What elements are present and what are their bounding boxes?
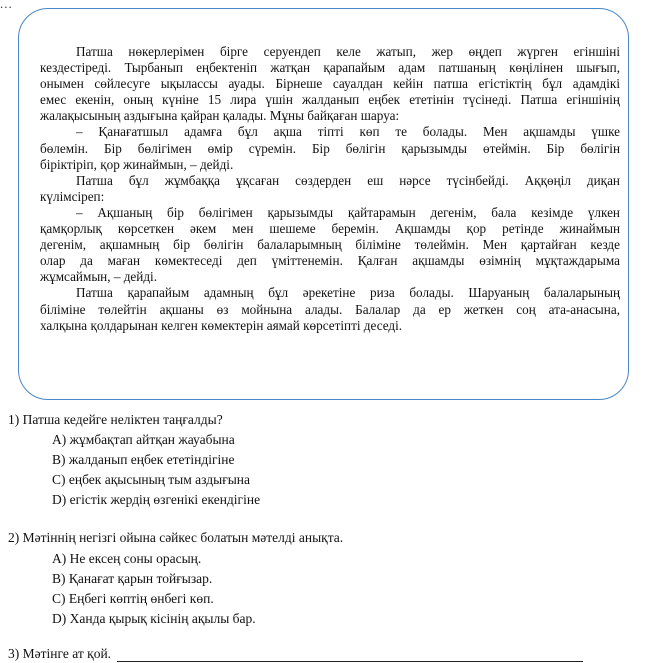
passage-line: олар да маған көмектеседі деп үміттенемін. Қалған ақшамды өзімнің мұқтаждарыма xyxy=(40,253,620,269)
passage-line: кездестіреді. Тырбанып еңбектеніп жатқан қарапайым адам патшаның көңілінен шығып, xyxy=(40,60,620,76)
passage-line: бөлемін. Бір бөлігімен өмір сүремін. Бір бөлігін қарызымды өтеймін. Бір бөлігін xyxy=(40,140,620,156)
question-1-option-a[interactable]: А) жұмбақтап айтқан жауабына xyxy=(52,432,235,447)
passage-line: онымен сөйлесуге ықылассы ауады. Бірнеше сауалдан кейін патша егістіктің бұл адамдікі xyxy=(40,76,620,92)
passage-line: – Ақшаның бір бөлігімен қарызымды қайтарамын дегенім, бала кезімде үлкен xyxy=(76,204,620,220)
passage-line: Патша қарапайым адамның бұл әрекетіне риза болады. Шаруаның балаларының xyxy=(76,285,620,301)
question-2: 2) Мәтіннің негізгі ойына сәйкес болатын мәтелді анықта. xyxy=(8,530,344,545)
passage-line: жұмсаймын, – дейді. xyxy=(40,269,158,285)
question-1: 1) Патша кедейге неліктен таңғалды? xyxy=(8,412,223,427)
passage-line: Патша бұл жұмбаққа ұқсаған сөздерден еш нәрсе түсінбейді. Аққөңіл диқан xyxy=(76,172,620,188)
passage-line: халқына қолдарынан келген көмектерін аямай көрсетіпті деседі. xyxy=(40,317,403,333)
passage-line: – Қанағатшыл адамға бұл ақша тіпті көп те болады. Мен ақшамды үшке xyxy=(76,124,620,140)
question-3 xyxy=(8,646,583,662)
question-1-option-b[interactable]: В) жалданып еңбек ететіндігіне xyxy=(52,452,235,467)
cropped-top-text: ... xyxy=(0,0,13,8)
passage-line: біліміне төлейтін ақшаны өз мойнына алады. Балалар да ер жеткен соң ата-анасына, xyxy=(40,301,620,317)
question-2-option-b[interactable]: В) Қанағат қарын тойғызар. xyxy=(52,571,213,586)
passage-line: біріктіріп, қор жинаймын, – дейді. xyxy=(40,156,234,172)
passage-line: Патша нөкерлерімен бірге серуендеп келе жатып, жер өңдеп жүрген егіншіні xyxy=(76,44,620,59)
question-1-option-d[interactable]: D) егістік жердің өзгенікі екендігіне xyxy=(52,492,261,507)
question-2-option-c[interactable]: С) Еңбегі көптің өнбегі көп. xyxy=(52,591,214,606)
passage-line: күлімсіреп: xyxy=(40,188,105,204)
passage-line: қамқорлық көрсеткен әкем мен шешеме беремін. Ақшамды қор ретінде жинаймын xyxy=(40,221,620,237)
question-2-option-d[interactable]: D) Ханда қырық кісінің ақылы бар. xyxy=(52,611,256,626)
passage-line: дегенім, ақшамның бір бөлігін балаларымның біліміне төлеймін. Мен қартайған кезде xyxy=(40,237,620,253)
answer-blank[interactable] xyxy=(117,649,583,662)
question-2-option-a[interactable]: А) Не ексең соны орасың. xyxy=(52,551,202,566)
question-3-text: 3) Мәтінге ат қой. xyxy=(8,646,112,661)
passage-line: емес екенін, оның күніне 15 лира үшін жалданып еңбек ететінін түсінеді. Патша егіншінің xyxy=(40,92,620,108)
passage-line: жалақысының аздығына қайран қалады. Мұны байқаған шаруа: xyxy=(40,108,400,124)
question-1-option-c[interactable]: С) еңбек ақысының тым аздығына xyxy=(52,472,251,487)
passage-text xyxy=(40,44,620,334)
